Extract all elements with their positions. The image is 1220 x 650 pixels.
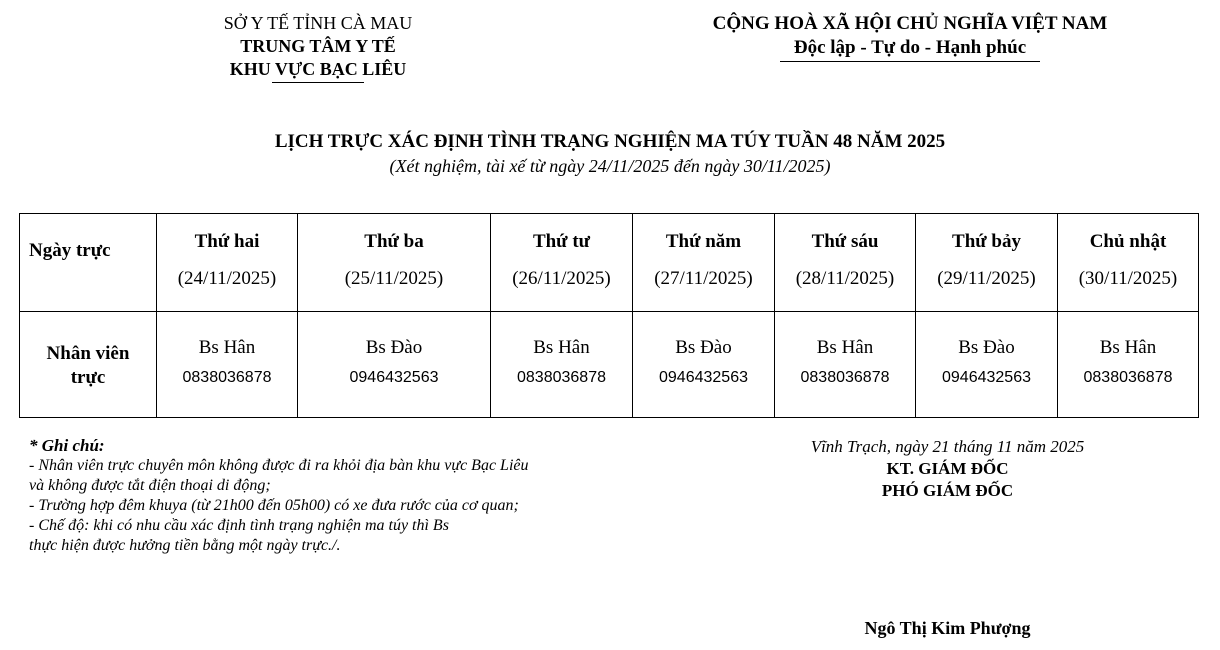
note-line: - Chế độ: khi có nhu cầu xác định tình trạng nghiện ma túy thì Bs xyxy=(29,517,449,534)
document-title: LỊCH TRỰC XÁC ĐỊNH TÌNH TRẠNG NGHIỆN MA TÚY TUẦN 48 NĂM 2025 xyxy=(274,131,946,152)
day-cell xyxy=(298,214,491,312)
agency-name: TRUNG TÂM Y TẾ xyxy=(240,36,396,56)
staff-cell xyxy=(916,312,1058,418)
staff-phone: 0838036878 xyxy=(182,369,272,386)
staff-phone: 0838036878 xyxy=(1083,369,1173,386)
staff-cell xyxy=(775,312,916,418)
national-motto: Độc lập - Tự do - Hạnh phúc xyxy=(793,37,1027,58)
day-cell xyxy=(491,214,633,312)
national-title: CỘNG HOÀ XÃ HỘI CHỦ NGHĨA VIỆT NAM xyxy=(712,13,1108,34)
staff-name: Bs Đào xyxy=(365,337,423,358)
agency-header xyxy=(188,12,448,83)
agency-underline xyxy=(272,82,364,83)
row-header-day: Ngày trực xyxy=(20,214,157,312)
day-date: (28/11/2025) xyxy=(795,268,895,289)
signature-block xyxy=(780,436,1115,502)
staff-cell xyxy=(491,312,633,418)
day-cell xyxy=(775,214,916,312)
note-line: - Trường hợp đêm khuya (từ 21h00 đến 05h00) có xe đưa rước của cơ quan; xyxy=(29,497,519,514)
day-date: (30/11/2025) xyxy=(1078,268,1178,289)
staff-name: Bs Đào xyxy=(958,337,1015,358)
staff-phone: 0838036878 xyxy=(800,369,890,386)
agency-region: KHU VỰC BẠC LIÊU xyxy=(229,59,407,79)
day-cell xyxy=(916,214,1058,312)
day-date: (27/11/2025) xyxy=(654,268,753,289)
days-row xyxy=(20,214,1199,312)
notes-title: * Ghi chú: xyxy=(29,436,105,455)
day-cell xyxy=(633,214,775,312)
signer-role-1: KT. GIÁM ĐỐC xyxy=(886,459,1009,478)
day-name: Thứ tư xyxy=(532,231,591,252)
signer-role-2: PHÓ GIÁM ĐỐC xyxy=(881,481,1014,500)
staff-cell xyxy=(1058,312,1199,418)
note-line: - Nhân viên trực chuyên môn không được đi ra khỏi địa bàn khu vực Bạc Liêu xyxy=(29,457,529,474)
note-line: và không được tắt điện thoại di động; xyxy=(29,477,271,494)
staff-name: Bs Đào xyxy=(675,337,732,358)
day-name: Thứ bảy xyxy=(952,231,1021,252)
day-date: (24/11/2025) xyxy=(177,268,277,289)
day-name: Thứ sáu xyxy=(811,231,879,252)
day-cell xyxy=(1058,214,1199,312)
staff-name: Bs Hân xyxy=(533,337,590,358)
notes-block xyxy=(29,436,649,556)
staff-row xyxy=(20,312,1199,418)
signer-name: Ngô Thị Kim Phượng xyxy=(864,618,1031,638)
duty-schedule-table xyxy=(19,213,1199,418)
day-date: (25/11/2025) xyxy=(344,268,444,289)
day-name: Chủ nhật xyxy=(1089,231,1167,252)
day-name: Thứ năm xyxy=(665,231,742,252)
national-header xyxy=(690,12,1130,62)
day-name: Thứ ba xyxy=(364,231,424,252)
staff-phone: 0946432563 xyxy=(349,369,439,386)
place-date: Vĩnh Trạch, ngày 21 tháng 11 năm 2025 xyxy=(810,437,1085,456)
staff-cell xyxy=(633,312,775,418)
staff-phone: 0946432563 xyxy=(942,369,1031,386)
day-date: (26/11/2025) xyxy=(512,268,611,289)
staff-phone: 0838036878 xyxy=(517,369,606,386)
staff-name: Bs Hân xyxy=(816,337,874,358)
day-date: (29/11/2025) xyxy=(937,268,1036,289)
note-line: thực hiện được hưởng tiền bằng một ngày trực./. xyxy=(29,537,341,554)
staff-cell xyxy=(157,312,298,418)
day-name: Thứ hai xyxy=(194,231,260,252)
staff-name: Bs Hân xyxy=(1099,337,1157,358)
row-header-staff: Nhân viên trực xyxy=(20,312,157,418)
motto-underline xyxy=(780,61,1040,62)
staff-phone: 0946432563 xyxy=(659,369,748,386)
day-cell xyxy=(157,214,298,312)
agency-parent: SỞ Y TẾ TỈNH CÀ MAU xyxy=(223,13,413,33)
staff-name: Bs Hân xyxy=(198,337,256,358)
staff-cell xyxy=(298,312,491,418)
document-subtitle: (Xét nghiệm, tài xế từ ngày 24/11/2025 đến ngày 30/11/2025) xyxy=(389,156,831,176)
